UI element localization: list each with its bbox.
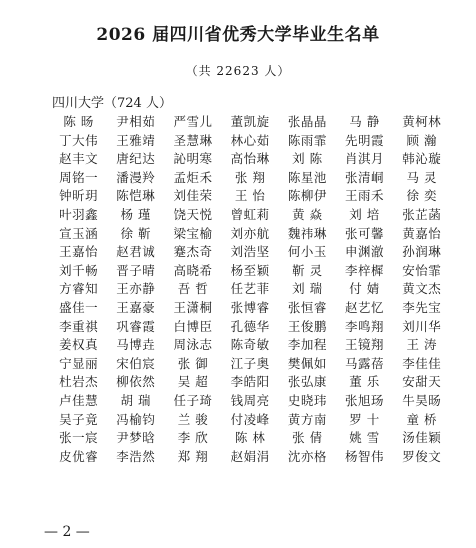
graduate-name: 陈恺琳 [116, 188, 156, 204]
graduate-name: 林心茹 [230, 132, 270, 148]
graduate-name: 白博臣 [173, 318, 213, 334]
graduate-name: 张 倩 [292, 430, 323, 446]
graduate-name: 李先宝 [402, 299, 442, 315]
graduate-name: 陈柳伊 [287, 188, 327, 204]
graduate-name: 吾 哲 [177, 281, 209, 297]
graduate-name: 马博垚 [116, 337, 156, 353]
graduate-name: 张芷菡 [402, 206, 442, 222]
graduate-name: 陈 旸 [63, 114, 94, 129]
graduate-name: 刘佳荣 [173, 188, 213, 204]
graduate-name: 郑 翔 [177, 448, 209, 464]
graduate-name: 杨 瑾 [120, 206, 152, 222]
graduate-name: 唐纪达 [116, 151, 156, 167]
graduate-name: 沈亦格 [287, 448, 327, 464]
graduate-name: 姜权真 [59, 337, 99, 353]
graduate-name: 叶羽鑫 [59, 206, 99, 222]
graduate-name: 王俊鹏 [287, 318, 327, 334]
graduate-name: 李佳佳 [402, 355, 442, 371]
graduate-name: 饶天悦 [173, 206, 213, 222]
graduate-name: 圣慧琳 [173, 132, 213, 148]
graduate-name: 钱周亮 [230, 392, 270, 408]
graduate-name: 刘浩坚 [230, 244, 270, 260]
graduate-name: 张旭玚 [345, 392, 385, 408]
graduate-name: 巩睿霞 [116, 318, 156, 334]
graduate-name: 李 欣 [177, 430, 209, 446]
graduate-name: 刘 陈 [292, 151, 323, 167]
graduate-name: 靳 灵 [292, 262, 323, 278]
graduate-name: 赵君诚 [116, 244, 156, 260]
graduate-name: 童 桥 [406, 411, 437, 427]
graduate-name: 赵娟涓 [230, 448, 270, 464]
graduate-name: 訫明寒 [173, 151, 213, 167]
graduate-name: 王嘉豪 [116, 299, 156, 315]
graduate-name: 钟昕玥 [59, 188, 99, 204]
graduate-name: 黄文杰 [402, 281, 442, 297]
graduate-name: 牛昊旸 [402, 392, 442, 408]
graduate-name: 汤佳颖 [402, 430, 442, 446]
graduate-name: 何小玉 [287, 244, 327, 260]
graduate-name: 付凌峰 [230, 411, 270, 427]
graduate-name: 张一宸 [59, 430, 99, 446]
graduate-name: 张 翔 [234, 169, 266, 185]
graduate-name: 孔德华 [230, 318, 270, 334]
graduate-name: 江子奥 [230, 355, 270, 371]
graduate-name: 宁显丽 [59, 355, 99, 371]
graduate-name: 安怡霏 [402, 262, 442, 278]
graduate-name: 杨至颖 [230, 262, 270, 278]
page-number: — 2 — [44, 524, 90, 540]
graduate-name: 任艺菲 [230, 281, 270, 297]
graduate-name: 丁大伟 [59, 132, 99, 148]
graduate-name: 杜岩杰 [59, 374, 99, 390]
graduate-name: 李重祺 [59, 318, 99, 334]
graduate-name: 高晓希 [173, 262, 213, 278]
graduate-name: 卢佳慧 [59, 392, 99, 408]
graduate-name: 李浩然 [116, 448, 156, 464]
graduate-name: 刘 培 [349, 206, 380, 222]
graduate-name: 高怡琳 [230, 151, 270, 167]
section-heading: 四川大学（724 人） [52, 96, 172, 111]
graduate-name: 安甜天 [402, 374, 442, 390]
graduate-name: 尹梦晗 [116, 430, 156, 446]
graduate-name: 陈 林 [234, 430, 266, 446]
graduate-name: 黄嘉怡 [402, 225, 442, 241]
total-count: （共 22623 人） [185, 64, 291, 78]
graduate-name: 王嘉怡 [59, 244, 99, 260]
graduate-name: 先明霞 [345, 132, 385, 148]
graduate-name: 皮优睿 [59, 448, 99, 464]
graduate-name: 王 怡 [234, 188, 266, 204]
graduate-name: 黄柯林 [402, 114, 442, 129]
graduate-name: 姚 雪 [349, 430, 380, 446]
graduate-name: 董 乐 [349, 374, 380, 390]
graduate-name: 马 静 [349, 114, 380, 129]
graduate-name: 吴子竟 [59, 411, 99, 427]
graduate-name: 方睿知 [59, 281, 99, 297]
graduate-name: 曾虹莉 [230, 206, 270, 222]
graduate-name: 刘 瑞 [292, 281, 323, 297]
graduate-name: 周泳志 [173, 337, 213, 353]
graduate-name: 潘漫羚 [116, 169, 156, 185]
graduate-name: 陈雨霏 [287, 132, 327, 148]
graduate-name: 孙润琳 [402, 244, 442, 260]
graduate-name: 严雪儿 [173, 114, 213, 129]
graduate-name: 徐 靳 [120, 225, 152, 241]
graduate-name: 刘亦航 [230, 225, 270, 241]
graduate-name: 申渊澈 [345, 244, 385, 260]
graduate-name: 晋子晴 [116, 262, 156, 278]
graduate-name: 杨智伟 [345, 448, 385, 464]
graduate-name: 宋伯宸 [116, 355, 156, 371]
graduate-name: 任子琦 [173, 392, 213, 408]
graduate-name: 周铭一 [59, 169, 99, 185]
graduate-name: 顾 瀚 [406, 132, 437, 148]
graduate-name: 陈星池 [287, 169, 327, 185]
graduate-name: 兰 骏 [177, 411, 209, 427]
graduate-name: 肖淇月 [345, 151, 385, 167]
graduate-name: 刘千畅 [59, 262, 99, 278]
graduate-name: 黄 焱 [292, 206, 323, 222]
graduate-name: 王亦静 [116, 281, 156, 297]
graduate-name: 赵丰文 [59, 151, 99, 167]
graduate-name: 王 涛 [406, 337, 437, 353]
graduate-name: 蹇杰奇 [173, 244, 213, 260]
graduate-name: 陈奇敏 [230, 337, 270, 353]
graduate-name: 张清峒 [345, 169, 385, 185]
graduate-name: 柳依然 [116, 374, 156, 390]
graduate-name: 李加程 [287, 337, 327, 353]
graduate-name: 盛佳一 [59, 299, 99, 315]
graduate-name: 冯榆钧 [116, 411, 156, 427]
graduate-name: 付 婧 [349, 281, 380, 297]
graduate-name: 张可馨 [345, 225, 385, 241]
graduate-name: 李鸣翔 [345, 318, 385, 334]
graduate-name: 李皓阳 [230, 374, 270, 390]
graduate-name: 王镜翔 [345, 337, 385, 353]
graduate-name: 尹相茹 [116, 114, 156, 129]
graduate-name: 宣玉涵 [59, 225, 99, 241]
graduate-name: 赵艺忆 [345, 299, 385, 315]
graduate-name: 刘川华 [402, 318, 442, 334]
graduate-name: 王潇桐 [173, 299, 213, 315]
graduate-name: 王雨禾 [345, 188, 385, 204]
graduate-name: 徐 奕 [406, 188, 437, 204]
graduate-name: 罗俊文 [402, 448, 442, 464]
graduate-name: 吴 超 [177, 374, 209, 390]
graduate-name: 王雅靖 [116, 132, 156, 148]
name-list [50, 113, 450, 466]
graduate-name: 张弘康 [287, 374, 327, 390]
graduate-name: 魏祎琳 [287, 225, 327, 241]
graduate-name: 胡 瑞 [120, 392, 152, 408]
graduate-name: 樊佩如 [287, 355, 327, 371]
graduate-name: 李梓樨 [345, 262, 385, 278]
graduate-name: 张 御 [177, 355, 209, 371]
graduate-name: 张博睿 [230, 299, 270, 315]
document-title: 2026 届四川省优秀大学毕业生名单 [96, 25, 380, 45]
graduate-name: 董凯旋 [230, 114, 270, 129]
graduate-name: 孟炬禾 [173, 169, 213, 185]
graduate-name: 罗 十 [349, 411, 380, 427]
graduate-name: 马露蓓 [345, 355, 385, 371]
graduate-name: 黄方南 [287, 411, 327, 427]
graduate-name: 张晶晶 [287, 114, 327, 129]
graduate-name: 张恒睿 [287, 299, 327, 315]
graduate-name: 梁宝榆 [173, 225, 213, 241]
graduate-name: 韩沁璇 [402, 151, 442, 167]
graduate-name: 史晓玮 [287, 392, 327, 408]
graduate-name: 马 灵 [406, 169, 437, 185]
